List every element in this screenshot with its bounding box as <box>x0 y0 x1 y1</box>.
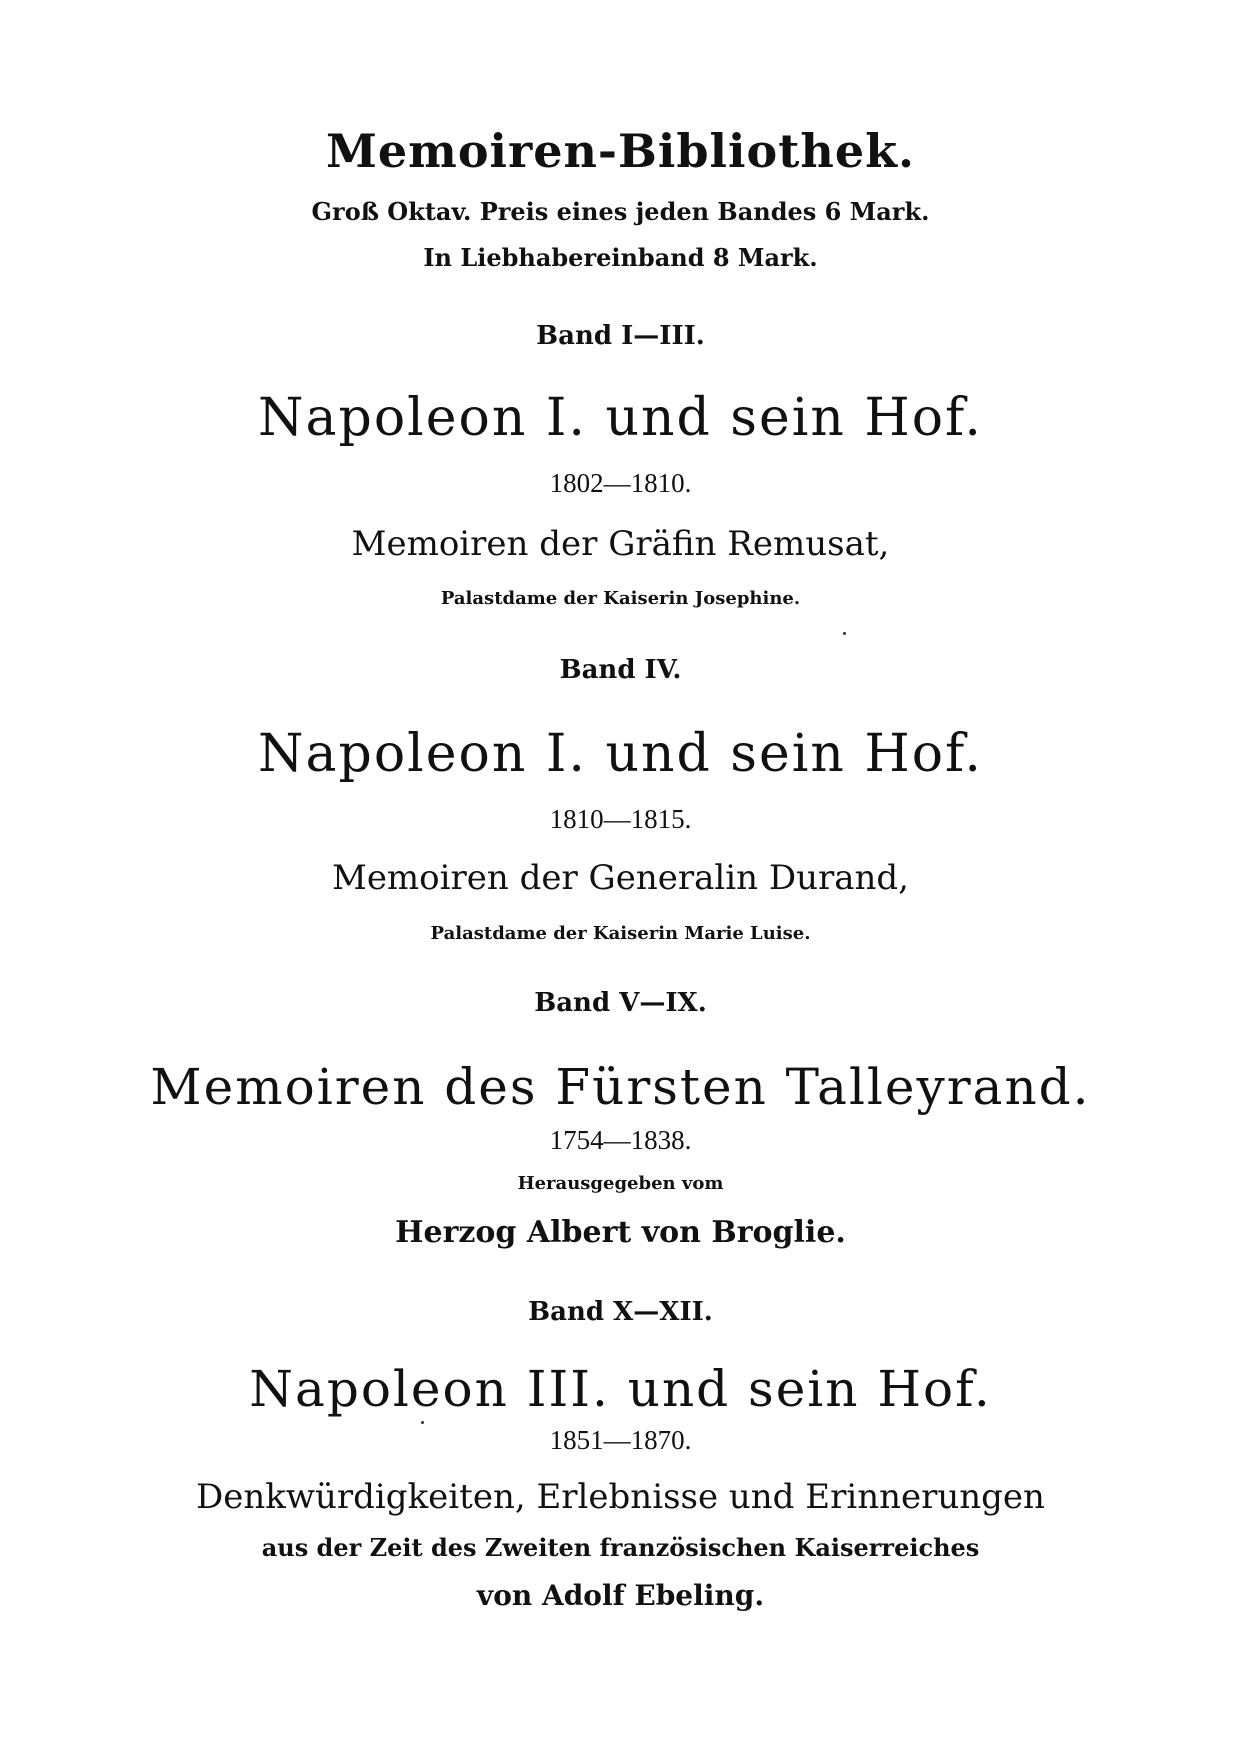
entry-heading: Memoiren des Fürsten Talleyrand. <box>150 1058 1091 1116</box>
entry-heading: Napoleon I. und sein Hof. <box>258 388 983 448</box>
volume-label: Band X—XII. <box>528 1297 713 1327</box>
volume-label: Band V—IX. <box>534 988 707 1018</box>
entry-heading: Napoleon III. und sein Hof. <box>249 1360 992 1418</box>
binding-price-line: In Liebhabereinband 8 Mark. <box>423 243 818 272</box>
entry-author: von Adolf Ebeling. <box>476 1579 765 1612</box>
entry-description: aus der Zeit des Zweiten französischen Kaiserreiches <box>261 1533 980 1562</box>
entry-years: 1754—1838. <box>549 1125 692 1155</box>
entry-author: Memoiren der Generalin Durand, <box>332 858 909 898</box>
page-title: Memoiren-Bibliothek. <box>325 124 916 178</box>
editor-name: Herzog Albert von Broglie. <box>395 1215 846 1250</box>
entry-heading: Napoleon I. und sein Hof. <box>258 724 983 784</box>
entry-years: 1802—1810. <box>549 468 692 498</box>
entry-years: 1810—1815. <box>549 804 692 834</box>
volume-label: Band IV. <box>559 655 682 685</box>
print-speck <box>843 632 846 635</box>
editor-intro: Herausgegeben vom <box>517 1173 724 1194</box>
entry-author-role: Palastdame der Kaiserin Marie Luise. <box>430 923 811 944</box>
print-speck <box>421 1421 424 1424</box>
entry-description: Denkwürdigkeiten, Erlebnisse und Erinnerungen <box>196 1477 1045 1517</box>
price-line: Groß Oktav. Preis eines jeden Bandes 6 Mark. <box>311 197 930 226</box>
entry-years: 1851—1870. <box>549 1425 692 1455</box>
entry-author-role: Palastdame der Kaiserin Josephine. <box>440 588 801 609</box>
entry-author: Memoiren der Gräfin Remusat, <box>351 524 890 564</box>
volume-label: Band I—III. <box>536 321 705 351</box>
